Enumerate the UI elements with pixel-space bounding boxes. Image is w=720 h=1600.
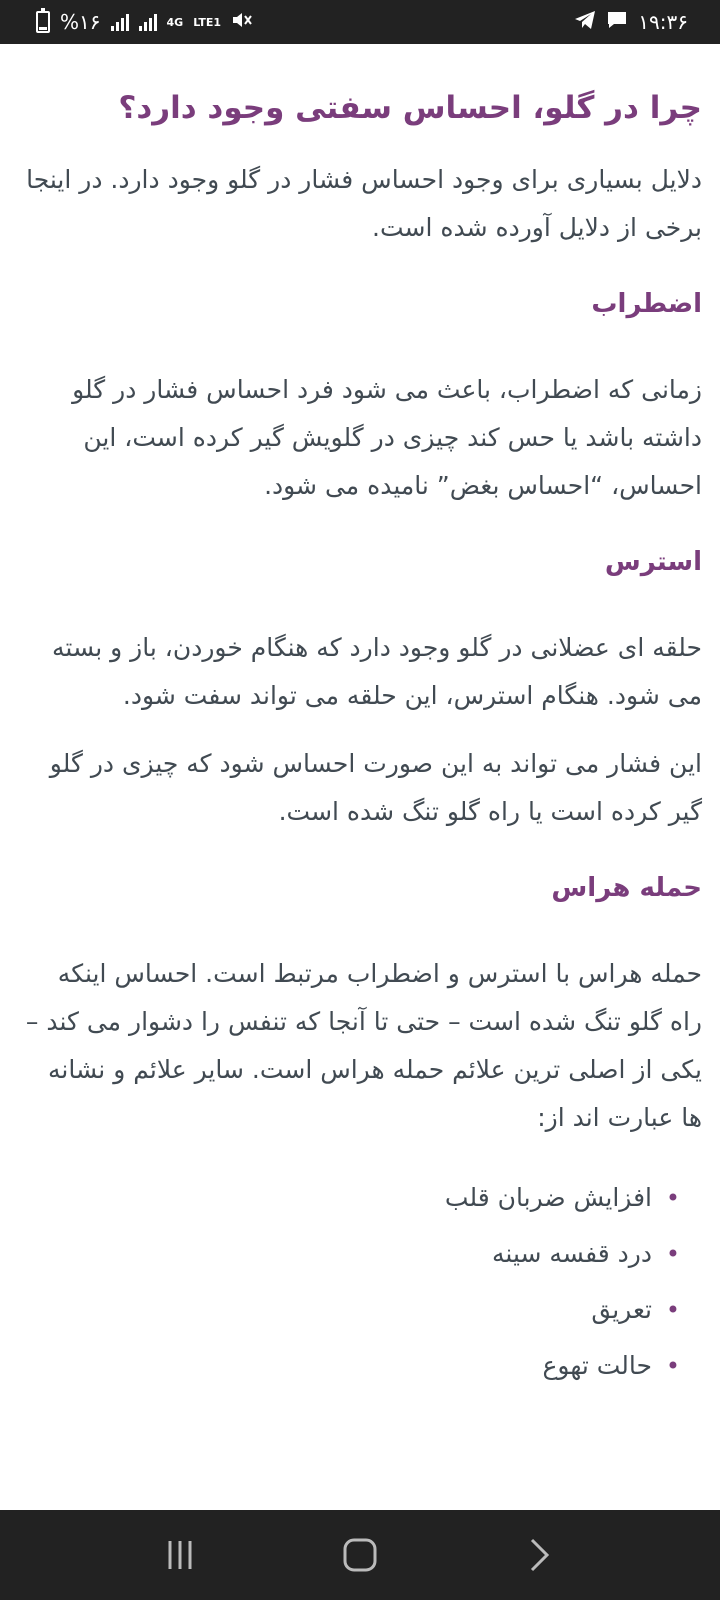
battery-level: %۱۶ <box>60 10 101 34</box>
status-bar <box>0 0 720 44</box>
mute-icon <box>231 10 253 35</box>
lte-label: LTE1 <box>193 15 222 29</box>
recent-apps-button[interactable] <box>150 1525 210 1585</box>
article-title: چرا در گلو، احساس سفتی وجود دارد؟ <box>118 90 702 126</box>
signal-icon-2 <box>139 13 157 31</box>
list-item: • درد قفسه سینه <box>22 1226 680 1282</box>
telegram-icon <box>574 10 596 35</box>
section-panic-attack <box>22 868 702 1394</box>
back-button[interactable] <box>510 1525 570 1585</box>
status-right <box>574 10 688 35</box>
intro-paragraph: دلایل بسیاری برای وجود احساس فشار در گلو وجود دارد. در اینجا برخی از دلایل آورده شده است. <box>26 165 702 242</box>
article-content <box>0 44 720 1480</box>
section-paragraph: زمانی که اضطراب، باعث می شود فرد احساس فشار در گلو داشته باشد یا حس کند چیزی در گلویش گیر کرده است، این احساس، “احساس بغض” نامیده می شود. <box>72 375 702 500</box>
navigation-bar <box>0 1510 720 1600</box>
symptoms-list <box>22 1170 702 1394</box>
signal-icon <box>111 13 129 31</box>
home-icon <box>342 1537 378 1573</box>
section-paragraph: حمله هراس با استرس و اضطراب مرتبط است. احساس اینکه راه گلو تنگ شده است – حتی تا آنجا که تنفس را دشوار می کند – یکی از اصلی ترین علائم حمله هراس است. سایر علائم و نشانه ها عبارت اند از: <box>25 959 702 1132</box>
recent-apps-icon <box>164 1539 196 1571</box>
status-left <box>36 10 253 35</box>
section-stress <box>22 542 702 836</box>
section-anxiety <box>22 284 702 510</box>
home-button[interactable] <box>330 1525 390 1585</box>
section-paragraph: این فشار می تواند به این صورت احساس شود که چیزی در گلو گیر کرده است یا راه گلو تنگ شده است. <box>49 749 702 826</box>
network-type: 4G <box>166 15 184 29</box>
message-icon <box>606 10 628 35</box>
list-item: • تعریق <box>22 1282 680 1338</box>
clock: ۱۹:۳۶ <box>638 10 688 34</box>
section-heading: حمله هراس <box>551 873 702 903</box>
list-item: • حالت تهوع <box>22 1338 680 1394</box>
back-icon <box>528 1537 552 1573</box>
section-paragraph: حلقه ای عضلانی در گلو وجود دارد که هنگام خوردن، باز و بسته می شود. هنگام استرس، این حلقه می تواند سفت شود. <box>52 633 702 710</box>
battery-icon <box>36 11 50 33</box>
section-heading: استرس <box>604 547 702 577</box>
section-heading: اضطراب <box>591 289 702 319</box>
list-item: • افزایش ضربان قلب <box>22 1170 680 1226</box>
